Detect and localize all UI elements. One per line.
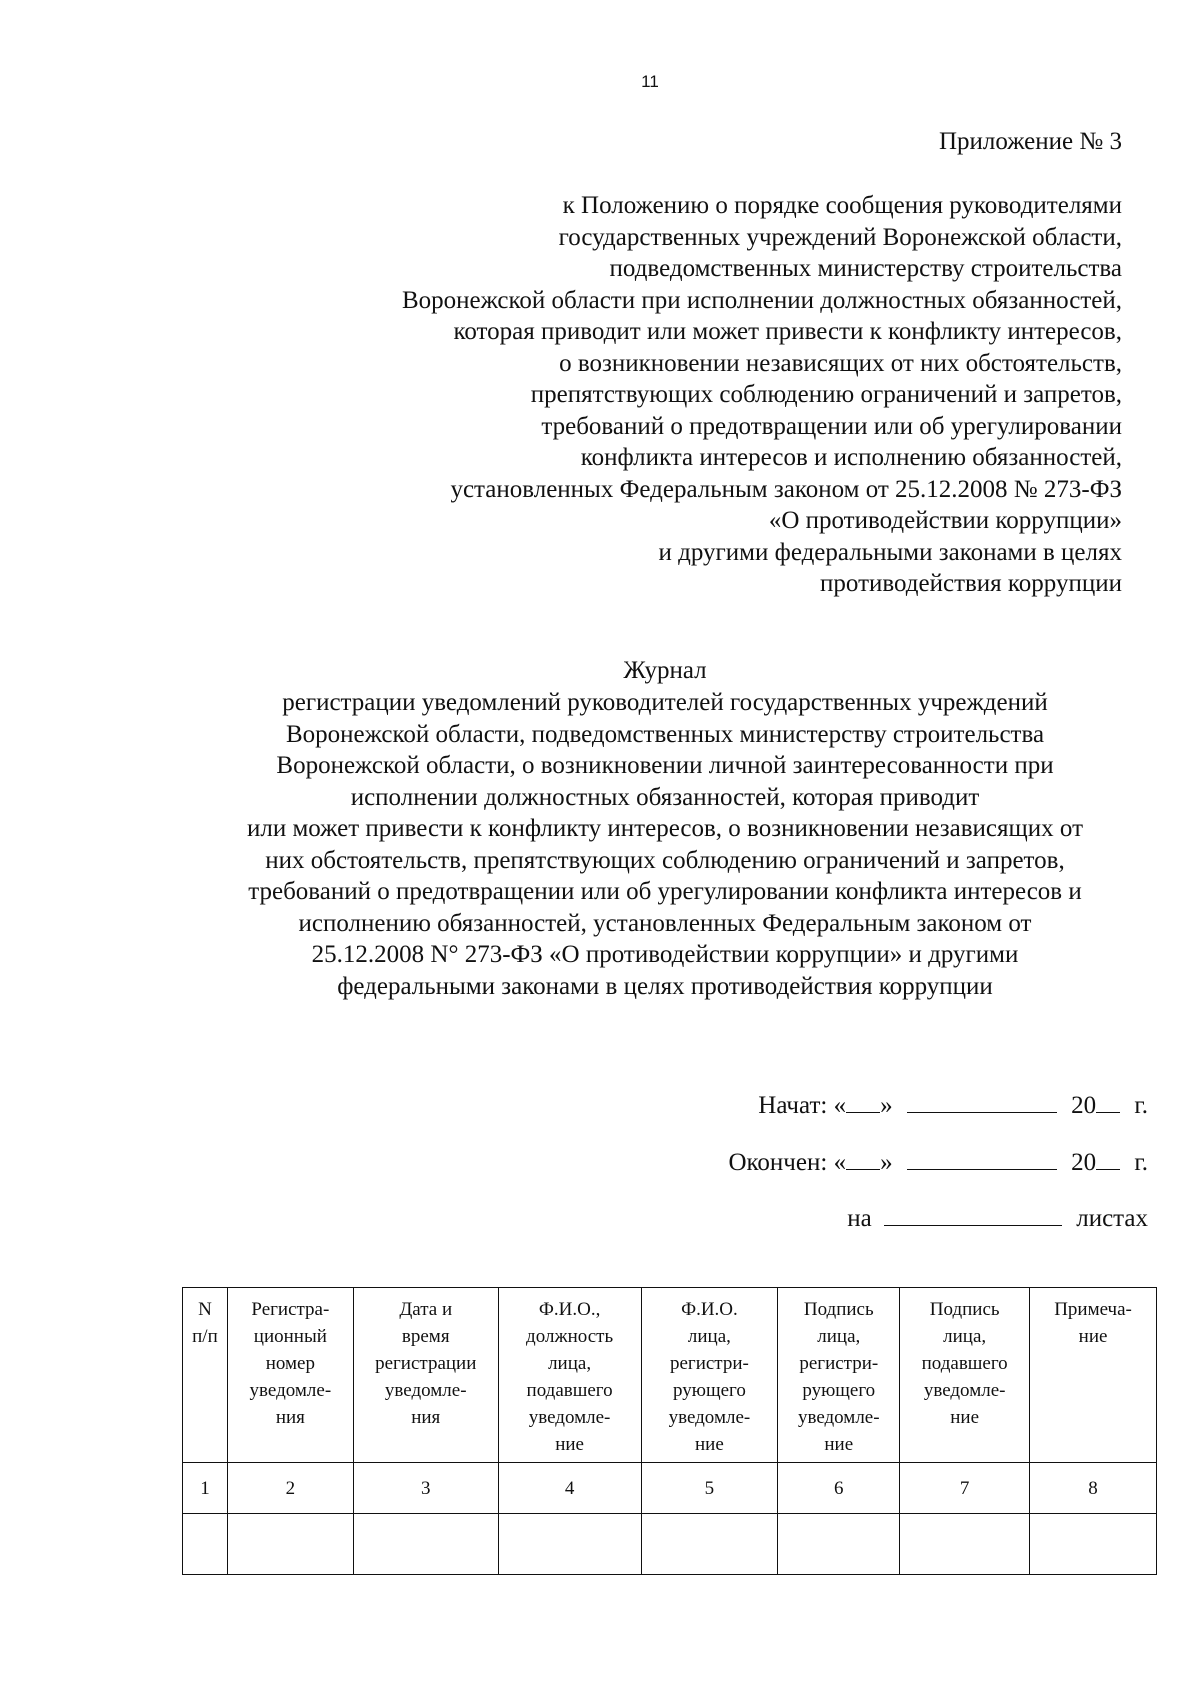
column-number: 8 (1030, 1463, 1157, 1514)
reference-line: государственных учреждений Воронежской области, (558, 223, 1122, 251)
subtitle-line: Воронежской области, о возникновении личной заинтересованности при (276, 752, 1054, 779)
reference-line: требований о предотвращении или об урегулировании (541, 412, 1122, 440)
sheets-suffix: листах (1076, 1205, 1148, 1232)
subtitle-line: исполнению обязанностей, установленных Федеральным законом от (298, 909, 1032, 937)
close-quote: » (880, 1092, 893, 1119)
reference-line: препятствующих соблюдению ограничений и запретов, (530, 381, 1122, 408)
day-blank (846, 1147, 880, 1170)
column-number: 4 (498, 1463, 641, 1514)
column-number: 6 (778, 1463, 900, 1514)
reference-line: установленных Федеральным законом от 25.12.2008 № 273-ФЗ (450, 475, 1122, 503)
open-quote: « (833, 1092, 847, 1119)
reference-line: противодействия коррупции (820, 570, 1122, 597)
column-number: 2 (227, 1463, 353, 1514)
column-number: 1 (183, 1463, 228, 1514)
subtitle-line: них обстоятельств, препятствующих соблюдению ограничений и запретов, (265, 846, 1065, 874)
header-cell: N п/п (183, 1288, 228, 1463)
sheets-prefix: на (847, 1205, 872, 1232)
reference-line: о возникновении независящих от них обстоятельств, (559, 349, 1122, 377)
reference-line: к Положению о порядке сообщения руководителями (562, 192, 1122, 219)
close-quote: » (880, 1149, 893, 1176)
subtitle-line: регистрации уведомлений руководителей государственных учреждений (282, 689, 1048, 716)
open-quote: « (833, 1149, 847, 1176)
column-number-row (183, 1463, 1157, 1514)
blank-entry-row (183, 1514, 1157, 1575)
reference-line: подведомственных министерству строительства (609, 255, 1122, 282)
entry-cell (227, 1514, 353, 1575)
subtitle-line: исполнении должностных обязанностей, которая приводит (350, 783, 980, 811)
journal-subtitle (0, 687, 1200, 1002)
ended-line (729, 1147, 1149, 1177)
reference-line: «О противодействии коррупции» (768, 507, 1122, 534)
month-blank (907, 1147, 1057, 1170)
entry-cell (778, 1514, 900, 1575)
year-prefix: 20 (1071, 1092, 1097, 1119)
year-suffix: г. (1134, 1149, 1148, 1176)
year-prefix: 20 (1071, 1149, 1097, 1176)
sheets-line (847, 1203, 1148, 1233)
started-line (758, 1090, 1148, 1120)
entry-cell (1030, 1514, 1157, 1575)
ended-label: Окончен: (728, 1149, 828, 1176)
reference-line: Воронежской области при исполнении должностных обязанностей, (401, 286, 1122, 314)
subtitle-line: требований о предотвращении или об урегулировании конфликта интересов и (248, 878, 1082, 905)
year-blank (1096, 1147, 1120, 1170)
column-number: 5 (641, 1463, 778, 1514)
appendix-label: Приложение № 3 (938, 128, 1122, 155)
reference-block (402, 190, 1122, 600)
journal-title: Журнал (623, 657, 707, 684)
subtitle-line: федеральными законами в целях противодействия коррупции (337, 972, 993, 1000)
reference-line: которая приводит или может привести к конфликту интересов, (453, 318, 1122, 345)
reference-line: конфликта интересов и исполнению обязанностей, (580, 444, 1122, 471)
entry-cell (641, 1514, 778, 1575)
header-cell: Примеча- ние (1030, 1288, 1157, 1463)
subtitle-line: 25.12.2008 N° 273-ФЗ «О противодействии коррупции» и другими (311, 941, 1019, 968)
column-number: 7 (900, 1463, 1030, 1514)
reference-line: и другими федеральными законами в целях (658, 538, 1122, 566)
sheets-blank (884, 1203, 1062, 1226)
header-cell: Дата и время регистрации уведомле- ния (353, 1288, 498, 1463)
day-blank (846, 1090, 880, 1113)
header-cell: Регистра- ционный номер уведомле- ния (227, 1288, 353, 1463)
entry-cell (183, 1514, 228, 1575)
header-cell: Подпись лица, регистри- рующего уведомле- ние (778, 1288, 900, 1463)
header-cell: Ф.И.О., должность лица, подавшего уведомле- ние (498, 1288, 641, 1463)
page-number: 11 (641, 72, 659, 91)
entry-cell (900, 1514, 1030, 1575)
entry-cell (353, 1514, 498, 1575)
entry-cell (498, 1514, 641, 1575)
header-cell: Ф.И.О. лица, регистри- рующего уведомле- ние (641, 1288, 778, 1463)
column-number: 3 (353, 1463, 498, 1514)
started-label: Начат: (758, 1092, 828, 1119)
month-blank (907, 1090, 1057, 1113)
header-cell: Подпись лица, подавшего уведомле- ние (900, 1288, 1030, 1463)
subtitle-line: Воронежской области, подведомственных министерству строительства (285, 720, 1045, 748)
subtitle-line: или может привести к конфликту интересов, о возникновении независящих от (246, 815, 1083, 842)
header-row (183, 1288, 1157, 1463)
register-table (182, 1287, 1157, 1575)
year-suffix: г. (1134, 1092, 1148, 1119)
year-blank (1096, 1090, 1120, 1113)
